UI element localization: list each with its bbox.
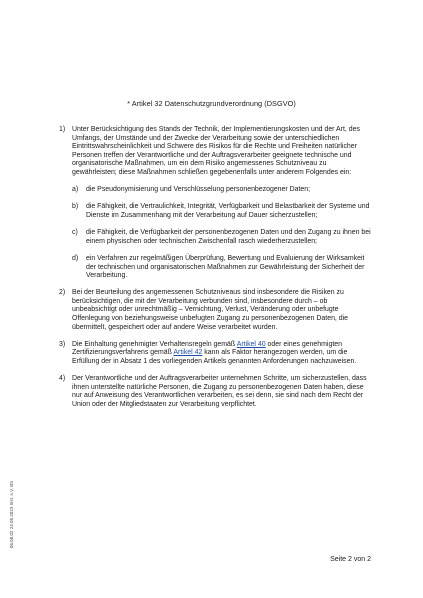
paragraph-number: 1) <box>59 126 66 133</box>
text-part: oder eines genehmigten Zertifizierungsverfahrens gemäß <box>72 340 342 357</box>
list-item-a <box>72 186 372 195</box>
list-item-text: ein Verfahren zur regelmäßigen Überprüfung, Bewertung und Evaluierung der Wirksamkeit der technischen und organisatorischen Maßnahmen zur Gewährleistung der Sicherheit der Verarbeitung. <box>86 254 365 280</box>
list-item-text: die Pseudonymisierung und Verschlüsselung personenbezogener Daten; <box>86 186 311 194</box>
link-artikel-42[interactable]: Artikel 42 <box>173 349 203 357</box>
list-letter: a) <box>72 186 79 194</box>
paragraph-number: 2) <box>59 289 66 297</box>
paragraph-2 <box>59 289 372 332</box>
list-letter: d) <box>72 254 79 262</box>
side-note: 06.08.02 23.05.2023 Inst. s.V. BS <box>9 480 14 548</box>
page-number: Seite 2 von 2 <box>330 556 371 563</box>
list-item-text: die Fähigkeit, die Vertraulichkeit, Integrität, Verfügbarkeit und Belastbarkeit der Systeme und Dienste im Zusammenhang mit der Verarbeitung auf Dauer sicherzustellen; <box>86 203 370 219</box>
paragraph-text: Unter Berücksichtigung des Stands der Technik, der Implementierungskosten und der Art, des Umfangs, der Umstände und der Zwecke der Verarbeitung sowie der unterschiedlichen Eintrittswahrscheinlichkeit und Schwere des Risikos für die Rechte und Freiheiten natürlicher Personen treffen der Verantwortliche und der Auftragsverarbeiter geeignete technische und organisatorische Maßnahmen, um ein dem Risiko angemessenes Schutzniveau zu gewährleisten; diese Maßnahmen schließen gegebenenfalls unter anderem Folgendes ein: <box>72 126 360 176</box>
paragraph-text: Bei der Beurteilung des angemessenen Schutzniveaus sind insbesondere die Risiken zu berücksichtigen, die mit der Verarbeitung verbunden sind, insbesondere durch – ob unbeabsichtigt oder unrechtmäßig – Vernichtung, Verlust, Veränderung oder unbefugte Offenlegung von beziehungsweise unbefugten Zugang zu personenbezogenen Daten, die übermittelt, gespeichert oder auf andere Weise verarbeitet wurden. <box>72 289 349 331</box>
list-item-d <box>72 255 372 281</box>
list-item-text: die Fähigkeit, die Verfügbarkeit der personenbezogenen Daten und den Zugang zu ihnen bei einem physischen oder technischen Zwischenfall rasch wiederherzustellen; <box>86 229 371 245</box>
list-item-c <box>72 229 372 246</box>
link-artikel-40[interactable]: Artikel 40 <box>236 340 266 348</box>
paragraph-4 <box>59 375 372 409</box>
paragraph-text <box>72 341 372 367</box>
article-body <box>59 126 372 418</box>
text-part: Die Einhaltung genehmigter Verhaltensregeln gemäß <box>72 340 237 348</box>
paragraph-3 <box>59 341 372 367</box>
list-letter: c) <box>72 229 78 237</box>
paragraph-text: Der Verantwortliche und der Auftragsverarbeiter unternehmen Schritte, um sicherzustellen, dass ihnen unterstellte natürliche Personen, die Zugang zu personenbezogenen Daten haben, diese nur auf Anweisung des Verantwortlichen verarbeiten, es sei denn, sie sind nach dem Recht der Union oder der Mitgliedstaaten zur Verarbeitung verpflichtet. <box>72 375 367 408</box>
list-item-b <box>72 203 372 220</box>
paragraph-number: 3) <box>59 340 66 348</box>
paragraph-1 <box>59 126 372 281</box>
text-part: kann als Faktor herangezogen werden, um die Erfüllung der in Absatz 1 des vorliegenden Artikels genannten Anforderungen nachzuweisen. <box>72 349 357 366</box>
list-letter: b) <box>72 203 79 211</box>
paragraph-number: 4) <box>59 375 66 383</box>
document-title: * Artikel 32 Datenschutzgrundverordnung (DSGVO) <box>127 99 296 108</box>
